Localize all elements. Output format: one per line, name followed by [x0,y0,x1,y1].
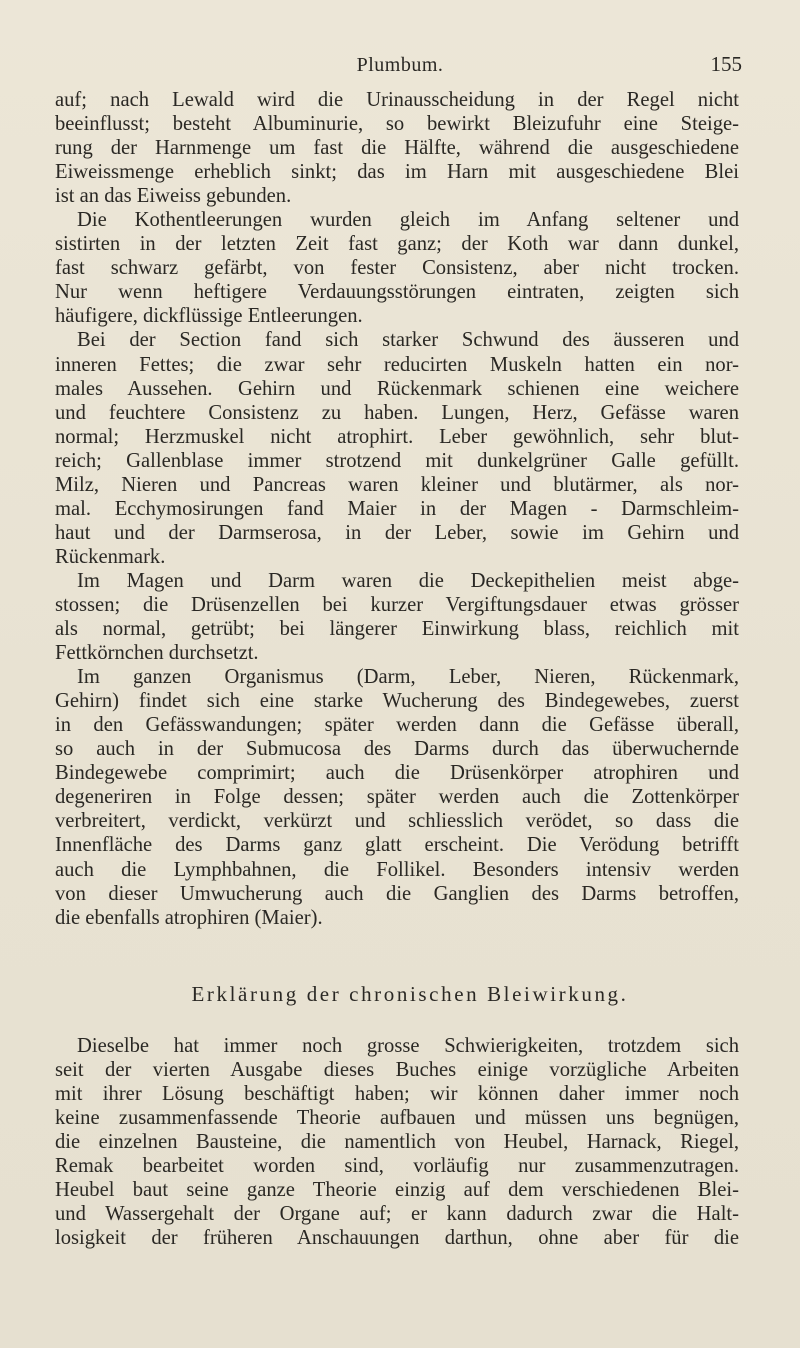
text-line: als normal, getrübt; bei längerer Einwirkung blass, reichlich mit [55,618,739,641]
text-line: Dieselbe hat immer noch grosse Schwierigkeiten, trotzdem sich [77,1035,739,1057]
paragraph [55,665,739,930]
text-line: die einzelnen Bausteine, die namentlich von Heubel, Harnack, Riegel, [55,1131,739,1154]
text-line: inneren Fettes; die zwar sehr reducirten Muskeln hatten ein nor- [55,353,739,376]
text-line: Bindegewebe comprimirt; auch die Drüsenkörper atrophiren und [55,762,739,785]
text-line: Nur wenn heftigere Verdauungsstörungen eintraten, zeigten sich [55,281,739,304]
text-line: Im ganzen Organismus (Darm, Leber, Nieren, Rückenmark, [77,666,739,689]
body-text-before-heading [55,88,739,930]
text-line: so auch in der Submucosa des Darms durch das überwuchernde [55,738,739,761]
text-line: males Aussehen. Gehirn und Rückenmark schienen eine weichere [55,377,739,400]
text-line: Innenfläche des Darms ganz glatt erscheint. Die Verödung betrifft [55,834,739,857]
text-line: Rückenmark. [55,545,166,568]
paragraph [55,569,739,665]
text-line: auf; nach Lewald wird die Urinausscheidung in der Regel nicht [55,89,739,111]
text-line: Fettkörnchen durchsetzt. [55,642,259,665]
text-line: stossen; die Drüsenzellen bei kurzer Vergiftungsdauer etwas grösser [55,593,739,616]
text-line: sistirten in der letzten Zeit fast ganz; der Koth war dann dunkel, [55,233,739,256]
text-line: keine zusammenfassende Theorie aufbauen und müssen uns begnügen, [55,1107,739,1130]
text-line: seit der vierten Ausgabe dieses Buches einige vorzügliche Arbeiten [55,1059,739,1082]
text-line: Milz, Nieren und Pancreas waren kleiner und blutärmer, als nor- [55,473,739,496]
text-line: häufigere, dickflüssige Entleerungen. [55,305,363,328]
running-title: Plumbum. [356,54,444,76]
text-line: und feuchtere Consistenz zu haben. Lungen, Herz, Gefässe waren [55,401,739,424]
text-line: normal; Herzmuskel nicht atrophirt. Leber gewöhnlich, sehr blut- [55,425,739,448]
text-line: rung der Harnmenge um fast die Hälfte, während die ausgeschiedene [55,137,739,160]
text-line: Bei der Section fand sich starker Schwund des äusseren und [77,329,739,352]
paragraph [55,328,739,568]
paragraph [55,208,739,328]
text-line: die ebenfalls atrophiren (Maier). [55,906,323,929]
text-line: ist an das Eiweiss gebunden. [55,185,292,208]
text-line: Die Kothentleerungen wurden gleich im Anfang seltener und [77,209,739,232]
text-line: beeinflusst; besteht Albuminurie, so bewirkt Bleizufuhr eine Steige- [55,113,739,136]
text-line: mit ihrer Lösung beschäftigt haben; wir können daher immer noch [55,1083,739,1106]
paragraph [55,1034,739,1250]
text-line: Remak bearbeitet worden sind, vorläufig nur zusammenzutragen. [55,1155,739,1178]
text-line: degeneriren in Folge dessen; später werden auch die Zottenkörper [55,786,739,809]
text-line: Eiweissmenge erheblich sinkt; das im Harn mit ausgeschiedene Blei [55,161,739,184]
section-heading: Erklärung der chronischen Bleiwirkung. [191,982,629,1006]
text-line: Im Magen und Darm waren die Deckepithelien meist abge- [77,569,739,592]
text-line: mal. Ecchymosirungen fand Maier in der Magen - Darmschleim- [55,497,739,520]
text-line: Gehirn) findet sich eine starke Wucherung des Bindegewebes, zuerst [55,690,739,713]
paragraph [55,88,739,208]
text-line: verbreitert, verdickt, verkürzt und schliesslich verödet, so dass die [55,810,739,833]
text-line: fast schwarz gefärbt, von fester Consistenz, aber nicht trocken. [55,257,739,280]
text-line: von dieser Umwucherung auch die Ganglien des Darms betroffen, [55,882,739,905]
text-line: auch die Lymphbahnen, die Follikel. Besonders intensiv werden [55,858,739,881]
running-header [0,52,800,82]
text-line: in den Gefässwandungen; später werden dann die Gefässe überall, [55,714,739,737]
text-line: losigkeit der früheren Anschauungen darthun, ohne aber für die [55,1227,739,1250]
page-number: 155 [710,52,742,76]
text-line: und Wassergehalt der Organe auf; er kann dadurch zwar die Halt- [55,1203,739,1226]
text-line: haut und der Darmserosa, in der Leber, sowie im Gehirn und [55,521,739,544]
text-line: Heubel baut seine ganze Theorie einzig auf dem verschiedenen Blei- [55,1179,739,1202]
body-text-after-heading [55,1034,739,1250]
text-line: reich; Gallenblase immer strotzend mit dunkelgrüner Galle gefüllt. [55,449,739,472]
